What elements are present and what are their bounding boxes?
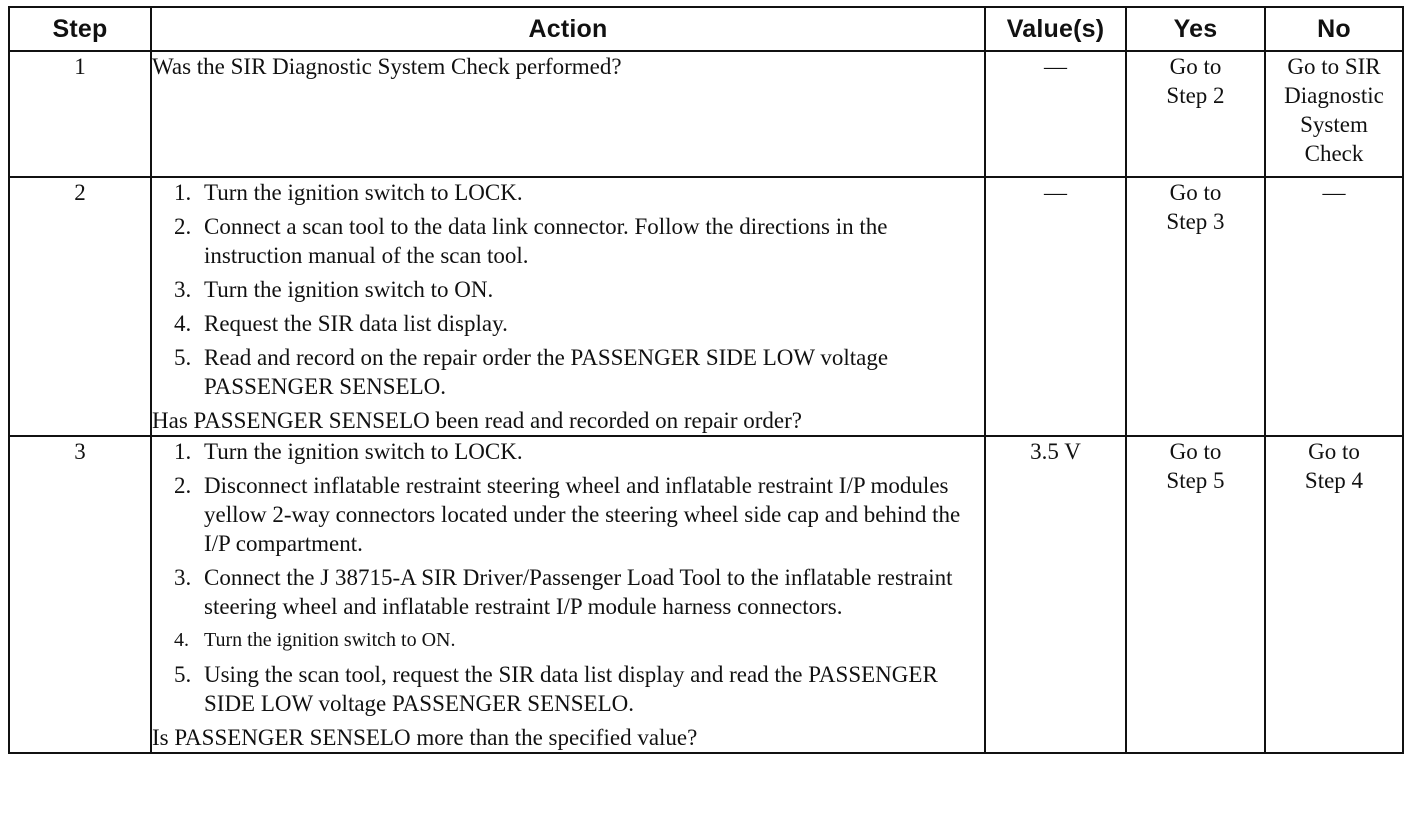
value-text: 3.5 V [1030,439,1081,464]
no-line: — [1322,180,1346,205]
substep [152,178,984,207]
substep-number: 3. [174,277,192,302]
value-cell [985,177,1126,436]
no-line: Go to [1308,439,1360,464]
substep-text: Connect a scan tool to the data link connector. Follow the directions in the instruction manual of the scan tool. [204,214,888,268]
table-row [9,436,1403,753]
table-row [9,177,1403,436]
no-line: Diagnostic [1284,83,1384,108]
no-cell [1265,436,1403,753]
header-no: No [1265,7,1403,51]
substep [152,212,984,270]
header-yes: Yes [1126,7,1265,51]
substep [152,343,984,401]
substep-text: Turn the ignition switch to LOCK. [204,439,523,464]
action-cell [151,177,985,436]
substep-text: Disconnect inflatable restraint steering wheel and inflatable restraint I/P modules yellow 2-way connectors located under the steering wheel side cap and behind the I/P compartment. [204,473,961,556]
no-line: Check [1304,141,1364,166]
action-question: Is PASSENGER SENSELO more than the specified value? [152,725,698,750]
substep [152,437,984,466]
table-row [9,51,1403,177]
action-cell [151,51,985,177]
action-question: Has PASSENGER SENSELO been read and recorded on repair order? [152,408,803,433]
yes-line: Step 2 [1166,83,1225,108]
yes-cell [1126,51,1265,177]
substep [152,563,984,621]
header-action: Action [151,7,985,51]
substep [152,626,984,655]
no-cell [1265,177,1403,436]
action-question: Was the SIR Diagnostic System Check performed? [152,54,622,79]
substep-number: 4. [174,311,192,336]
substep-list [152,178,984,401]
substep [152,275,984,304]
substep [152,471,984,558]
substep-number: 1. [174,439,192,464]
yes-line: Go to [1169,439,1222,464]
substep-text: Using the scan tool, request the SIR data list display and read the PASSENGER SIDE LOW voltage PASSENGER SENSELO. [204,662,938,716]
action-cell [151,436,985,753]
substep-number: 5. [174,345,192,370]
substep-text: Turn the ignition switch to LOCK. [204,180,523,205]
value-text: — [1044,54,1067,79]
yes-line: Go to [1169,180,1222,205]
step-number: 1 [9,51,151,177]
yes-line: Step 5 [1166,468,1225,493]
substep-text: Connect the J 38715-A SIR Driver/Passenger Load Tool to the inflatable restraint steering wheel and inflatable restraint I/P module harness connectors. [204,565,953,619]
no-line: Step 4 [1304,468,1364,493]
substep-number: 4. [174,629,189,651]
substep-text: Request the SIR data list display. [204,311,508,336]
no-line: Go to SIR [1287,54,1381,79]
substep-number: 5. [174,662,192,687]
substep-number: 2. [174,473,192,498]
yes-line: Step 3 [1166,209,1225,234]
yes-cell [1126,436,1265,753]
substep-text: Turn the ignition switch to ON. [204,277,494,302]
header-values: Value(s) [985,7,1126,51]
substep-number: 2. [174,214,192,239]
diagnostic-table [8,6,1404,754]
substep-text: Read and record on the repair order the PASSENGER SIDE LOW voltage PASSENGER SENSELO. [204,345,889,399]
no-line: System [1300,112,1368,137]
yes-cell [1126,177,1265,436]
substep-number: 3. [174,565,192,590]
header-row [9,7,1403,51]
yes-line: Go to [1169,54,1222,79]
step-number: 3 [9,436,151,753]
value-cell [985,51,1126,177]
step-number: 2 [9,177,151,436]
substep-list [152,437,984,718]
substep [152,660,984,718]
value-text: — [1044,180,1067,205]
substep-number: 1. [174,180,192,205]
value-cell [985,436,1126,753]
substep-text: Turn the ignition switch to ON. [204,629,456,651]
header-step: Step [9,7,151,51]
no-cell [1265,51,1403,177]
substep [152,309,984,338]
